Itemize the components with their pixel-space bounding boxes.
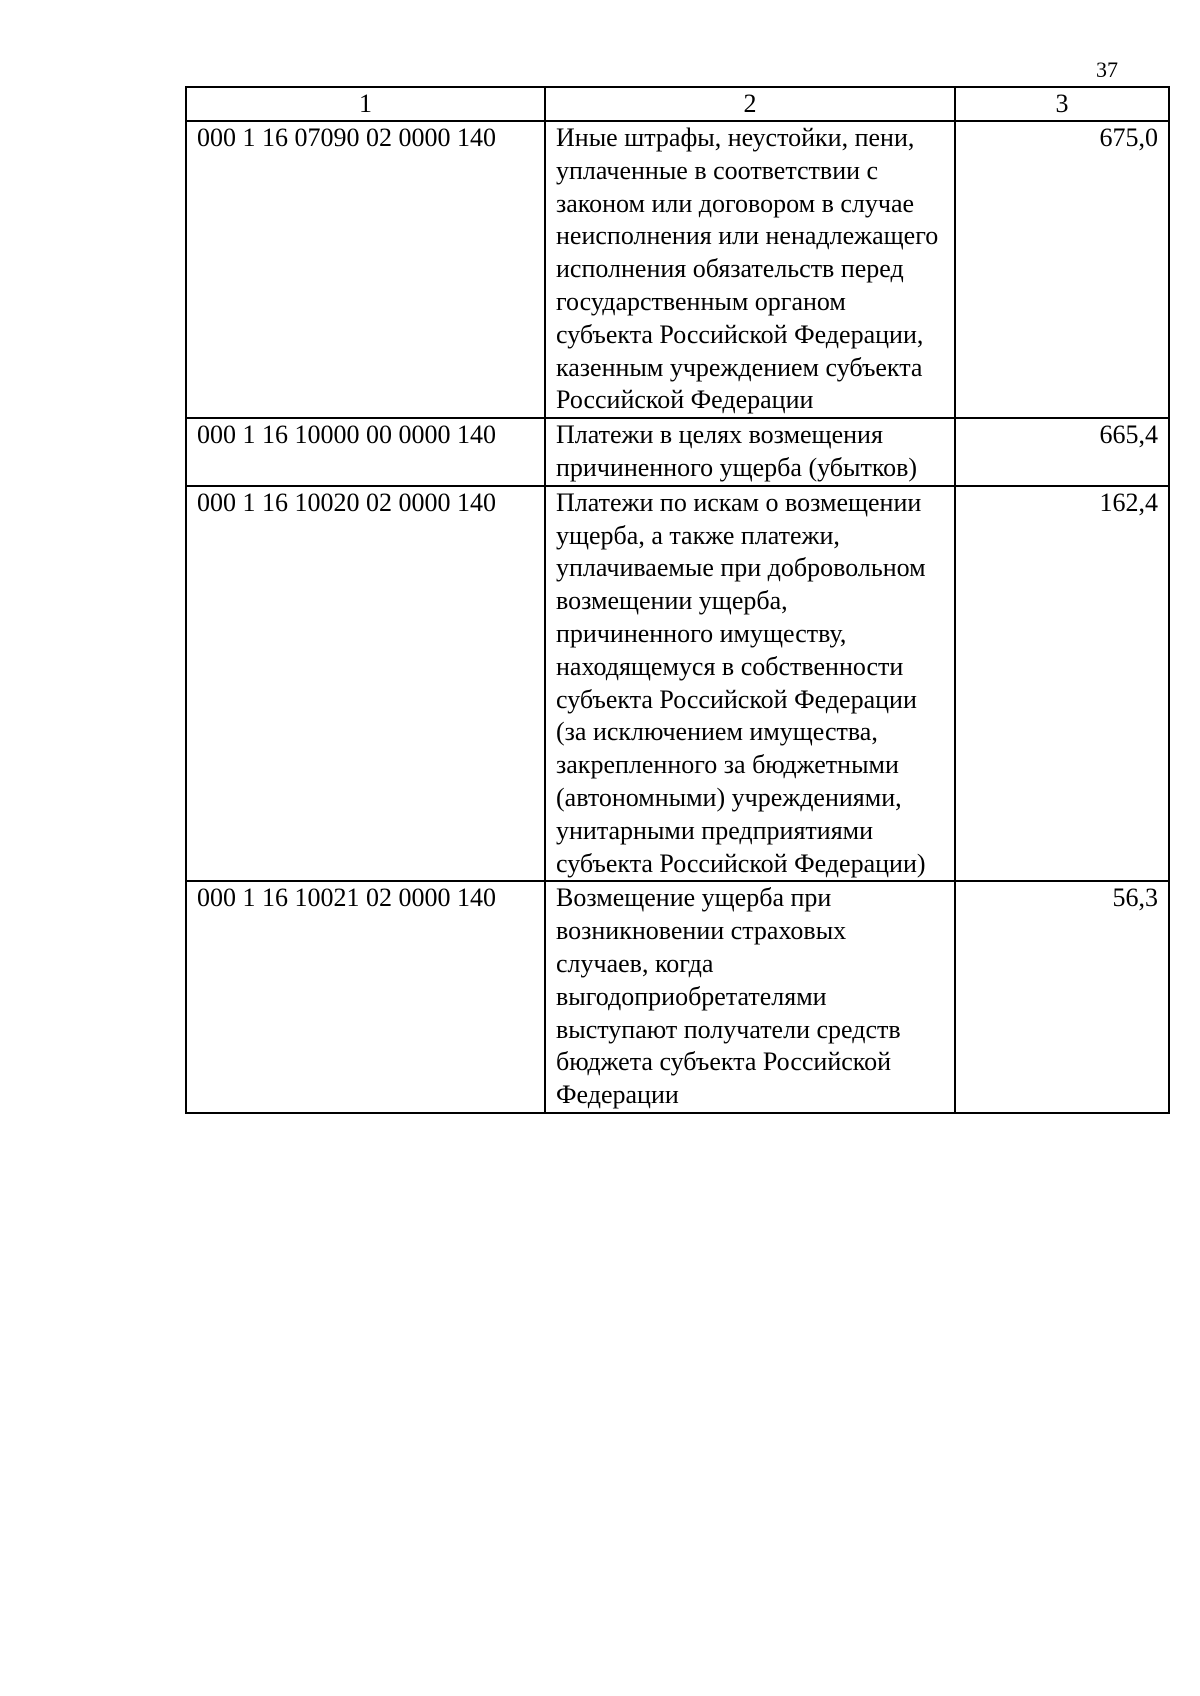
budget-code-cell: 000 1 16 10021 02 0000 140 bbox=[186, 881, 545, 1113]
budget-code-cell: 000 1 16 07090 02 0000 140 bbox=[186, 121, 545, 418]
table-row bbox=[186, 881, 1169, 1113]
description-cell: Платежи в целях возмещения причиненного ущерба (убытков) bbox=[545, 418, 955, 486]
table-row bbox=[186, 486, 1169, 882]
table-header-row bbox=[186, 87, 1169, 121]
table-row bbox=[186, 418, 1169, 486]
amount-cell: 665,4 bbox=[955, 418, 1169, 486]
description-cell: Платежи по искам о возмещении ущерба, а также платежи, уплачиваемые при добровольном возмещении ущерба, причиненного имуществу, находящемуся в собственности субъекта Российской Федерации (за исключением имущества, закрепленного за бюджетными (автономными) учреждениями, унитарными предприятиями субъекта Российской Федерации) bbox=[545, 486, 955, 882]
column-header-2: 2 bbox=[545, 87, 955, 121]
amount-cell: 162,4 bbox=[955, 486, 1169, 882]
amount-cell: 675,0 bbox=[955, 121, 1169, 418]
description-cell: Иные штрафы, неустойки, пени, уплаченные в соответствии с законом или договором в случае неисполнения или ненадлежащего исполнения обязательств перед государственным органом субъекта Российской Федерации, казенным учреждением субъекта Российской Федерации bbox=[545, 121, 955, 418]
column-header-1: 1 bbox=[186, 87, 545, 121]
budget-code-cell: 000 1 16 10000 00 0000 140 bbox=[186, 418, 545, 486]
page-number: 37 bbox=[1096, 57, 1118, 82]
budget-revenue-table bbox=[185, 86, 1170, 1114]
table-row bbox=[186, 121, 1169, 418]
column-header-3: 3 bbox=[955, 87, 1169, 121]
budget-code-cell: 000 1 16 10020 02 0000 140 bbox=[186, 486, 545, 882]
amount-cell: 56,3 bbox=[955, 881, 1169, 1113]
description-cell: Возмещение ущерба при возникновении страховых случаев, когда выгодоприобретателями выступают получатели средств бюджета субъекта Российской Федерации bbox=[545, 881, 955, 1113]
